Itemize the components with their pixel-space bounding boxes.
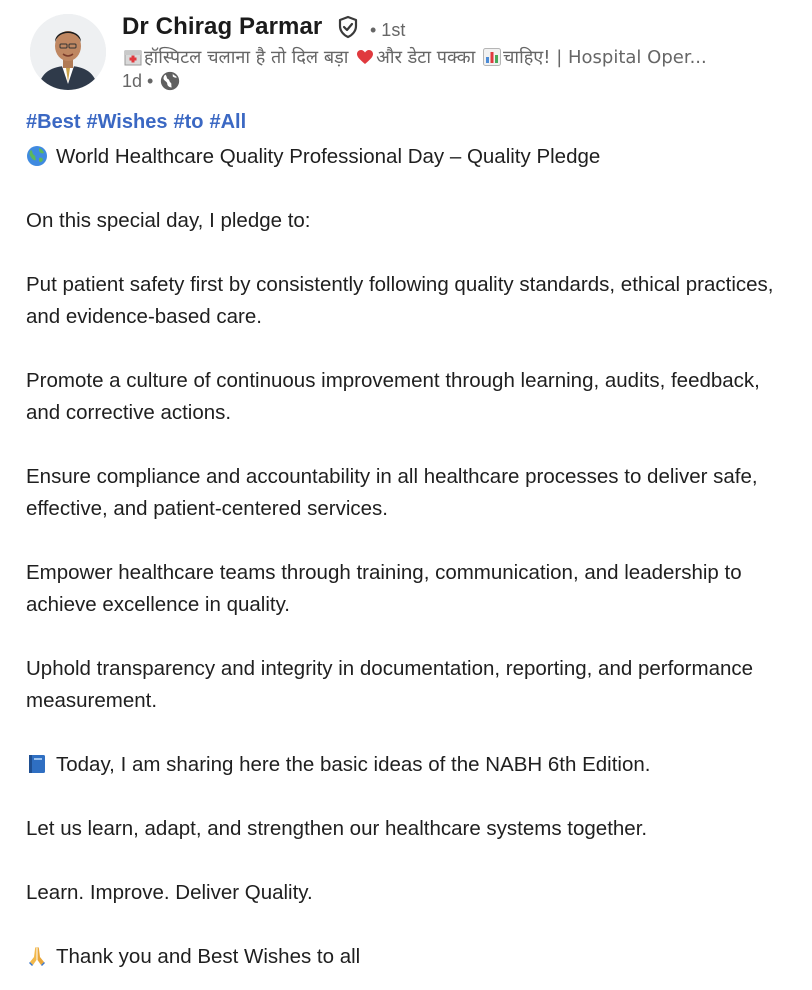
hospital-emoji-icon <box>124 48 142 66</box>
bar-chart-emoji-icon <box>483 48 501 66</box>
pledge-2: Promote a culture of continuous improvement through learning, audits, feedback, and corrective actions. <box>26 369 760 424</box>
headline-text-2: और डेटा पक्का <box>376 47 476 68</box>
sharing-text: Today, I am sharing here the basic ideas of the NABH 6th Edition. <box>56 753 651 776</box>
hashtag-best[interactable]: #Best <box>26 111 81 133</box>
connection-degree: • 1st <box>370 20 406 40</box>
pledge-1: Put patient safety first by consistently following quality standards, ethical practices, and evidence-based care. <box>26 273 774 328</box>
author-name[interactable]: Dr Chirag Parmar <box>122 13 323 40</box>
sharing-line <box>26 749 796 781</box>
avatar[interactable] <box>30 14 106 90</box>
author-headline <box>122 45 762 69</box>
pledge-intro: On this special day, I pledge to: <box>26 209 311 232</box>
folded-hands-icon <box>26 945 48 967</box>
post-body <box>26 141 796 973</box>
heart-emoji-icon <box>356 48 374 66</box>
hashtag-all[interactable]: #All <box>209 111 247 133</box>
headline-text-1: हॉस्पिटल चलाना है तो दिल बड़ा <box>144 47 349 68</box>
blue-book-icon <box>26 753 48 775</box>
headline-text-3: चाहिए! | Hospital Oper... <box>503 47 707 68</box>
pledge-3: Ensure compliance and accountability in all healthcare processes to deliver safe, effective, and patient-centered services. <box>26 465 758 520</box>
thanks-line <box>26 941 796 973</box>
post-meta <box>122 70 181 92</box>
hashtag-to[interactable]: #to <box>173 111 204 133</box>
hashtag-wishes[interactable]: #Wishes <box>86 111 168 133</box>
avatar-image <box>30 14 106 90</box>
pledge-4: Empower healthcare teams through training, communication, and leadership to achieve excellence in quality. <box>26 561 742 616</box>
pledge-5: Uphold transparency and integrity in documentation, reporting, and performance measurement. <box>26 657 754 712</box>
thanks-text: Thank you and Best Wishes to all <box>56 945 361 968</box>
post-title: World Healthcare Quality Professional Day – Quality Pledge <box>56 145 601 168</box>
hashtags <box>26 111 252 134</box>
post-title-line <box>26 141 796 173</box>
verified-shield-icon <box>336 15 360 39</box>
globe-icon[interactable] <box>159 70 181 92</box>
learn-line: Let us learn, adapt, and strengthen our healthcare systems together. <box>26 817 648 840</box>
globe-emoji-icon <box>26 145 48 167</box>
motto-line: Learn. Improve. Deliver Quality. <box>26 881 313 904</box>
post-time: 1d • <box>122 70 154 91</box>
